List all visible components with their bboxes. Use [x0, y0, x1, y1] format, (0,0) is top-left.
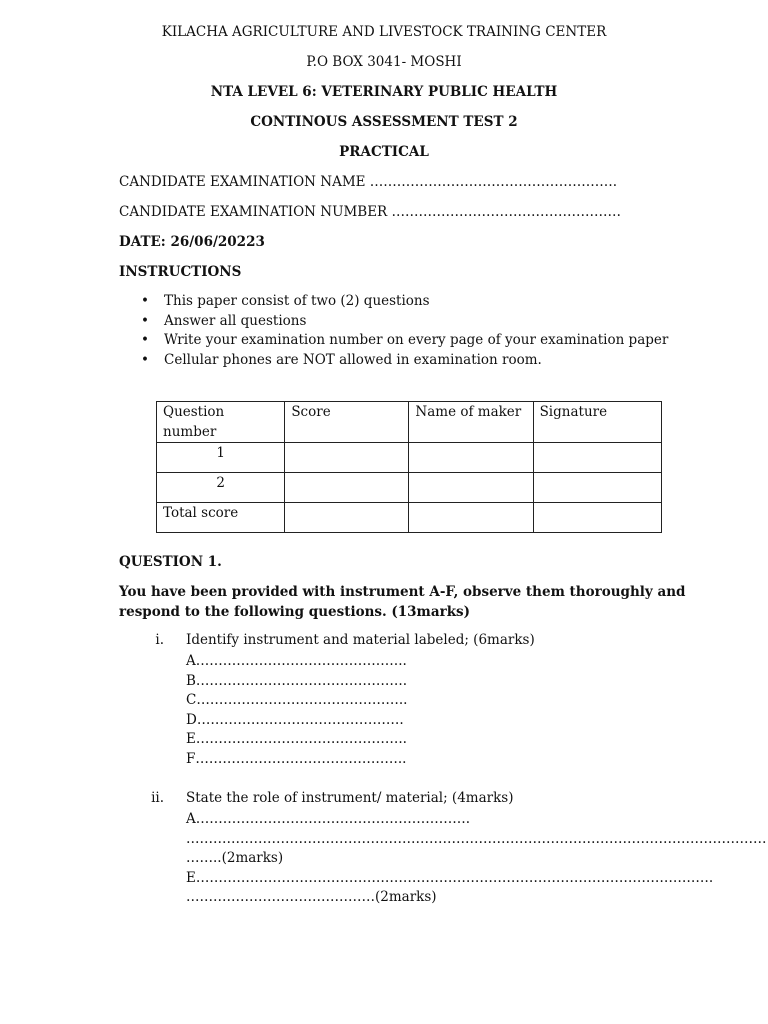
answer-line-a-marks[interactable]: ……..(2marks)	[186, 850, 284, 866]
cell-maker[interactable]	[409, 503, 533, 533]
part-ii-text: State the role of instrument/ material; (4marks)	[186, 790, 514, 806]
bullet-icon: •	[141, 293, 149, 309]
course-title: NTA LEVEL 6: VETERINARY PUBLIC HEALTH	[210, 84, 558, 100]
answer-line-a[interactable]: A…………………………………………………….	[186, 811, 471, 827]
header-question-number: Question number	[157, 402, 285, 443]
part-i-numeral: i.	[155, 632, 164, 648]
bullet-icon: •	[141, 352, 149, 369]
header-signature: Signature	[533, 402, 661, 443]
cell-signature[interactable]	[533, 473, 661, 503]
candidate-name-line[interactable]: CANDIDATE EXAMINATION NAME ……………………………………………….	[119, 174, 618, 190]
part-ii-answers	[186, 810, 767, 908]
header-score: Score	[285, 402, 409, 443]
cell-score[interactable]	[285, 443, 409, 473]
cell-signature[interactable]	[533, 503, 661, 533]
candidate-number-line[interactable]: CANDIDATE EXAMINATION NUMBER ……………………………………………	[119, 204, 621, 220]
part-i-text: Identify instrument and material labeled; (6marks)	[186, 632, 535, 648]
instructions-list	[140, 292, 668, 371]
test-title: CONTINOUS ASSESSMENT TEST 2	[250, 114, 518, 130]
cell-signature[interactable]	[533, 443, 661, 473]
table-header-row	[157, 402, 662, 443]
answer-line-b[interactable]: B………………………………………..	[186, 672, 408, 689]
instruction-text: This paper consist of two (2) questions	[164, 293, 430, 309]
instruction-text: Answer all questions	[164, 312, 307, 329]
answer-line-a-continued[interactable]: …………………………………………………………………………………………………………………	[186, 830, 767, 847]
bullet-icon: •	[141, 332, 149, 349]
part-i-answers	[186, 652, 407, 769]
answer-line-f[interactable]: F………………………………………..	[186, 750, 407, 767]
instruction-item	[141, 351, 668, 371]
instruction-item	[141, 331, 669, 351]
instruction-item	[141, 312, 668, 332]
cell-total-label: Total score	[157, 503, 285, 533]
institution-address: P.O BOX 3041- MOSHI	[306, 54, 462, 70]
cell-question: 2	[157, 473, 285, 503]
answer-line-e-marks[interactable]: ……………………………………(2marks)	[186, 889, 437, 905]
exam-type: PRACTICAL	[339, 144, 429, 160]
cell-maker[interactable]	[409, 473, 533, 503]
answer-line-a[interactable]: A………………………………………..	[186, 653, 407, 669]
score-table	[156, 401, 662, 533]
answer-line-e[interactable]: E………………………………………..	[186, 731, 407, 747]
answer-line-c[interactable]: C………………………………………..	[186, 692, 408, 708]
bullet-icon: •	[141, 312, 149, 329]
answer-line-d[interactable]: D……………………………………….	[186, 711, 404, 728]
cell-question: 1	[157, 443, 285, 473]
instruction-text: Cellular phones are NOT allowed in examination room.	[164, 352, 542, 369]
answer-line-e[interactable]: E…………………………………………………………………………………………………….	[186, 869, 714, 886]
instructions-heading: INSTRUCTIONS	[119, 264, 242, 280]
instruction-item	[141, 292, 668, 312]
table-row	[157, 473, 662, 503]
header-name-of-maker: Name of maker	[409, 402, 533, 443]
question1-prompt-line1: You have been provided with instrument A-F, observe them thoroughly and	[119, 584, 686, 600]
table-row	[157, 443, 662, 473]
cell-score[interactable]	[285, 503, 409, 533]
part-ii-numeral: ii.	[151, 790, 164, 806]
institution-name: KILACHA AGRICULTURE AND LIVESTOCK TRAINING CENTER	[161, 24, 607, 40]
exam-date: DATE: 26/06/20223	[119, 234, 265, 250]
question1-title: QUESTION 1.	[119, 554, 222, 570]
table-row	[157, 503, 662, 533]
cell-maker[interactable]	[409, 443, 533, 473]
question1-prompt-line2: respond to the following questions. (13marks)	[119, 604, 471, 620]
cell-score[interactable]	[285, 473, 409, 503]
instruction-text: Write your examination number on every page of your examination paper	[164, 332, 669, 349]
